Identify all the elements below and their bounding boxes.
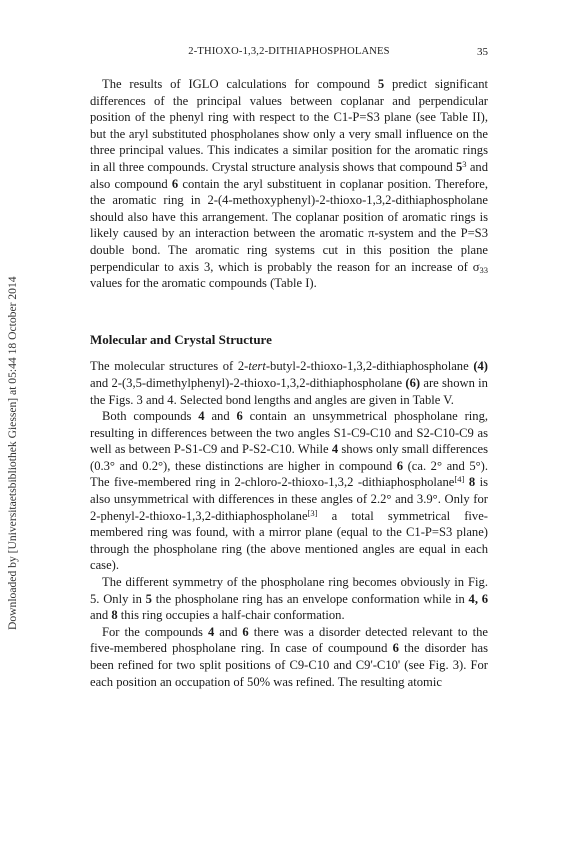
article-body bbox=[90, 76, 488, 690]
download-watermark: Downloaded by [Universitaetsbibliothek Giessen] at 05:44 18 October 2014 bbox=[6, 276, 19, 630]
paragraph-iglo-results: The results of IGLO calculations for compound 5 predict significant differences of the principal values between coplanar and perpendicular position of the phenyl ring with respect to the C1-P=S3 plane (see Table II), but the aryl substituted phospholanes show only a very small influence on the three principal values. This indicates a similar position for the aromatic rings in all three compounds. Crystal structure analysis shows that compound $5^3$ and also compound 6 contain the aryl substituent in coplanar position. Therefore, the aromatic ring in 2-(4-methoxyphenyl)-2-thioxo-1,3,2-dithiaphospholane should also have this arrangement. The coplanar position of aromatic rings is likely caused by an interaction between the aromatic π-system and the P=S3 double bond. The aromatic ring systems cut in this position the plane perpendicular to axis 3, which is probably the reason for an increase of $\sigma_{33}$ values for the aromatic compounds (Table I). bbox=[90, 77, 488, 291]
paragraph-disorder: For the compounds 4 and 6 there was a disorder detected relevant to the five-membered phospholane ring. In case of coumpound 6 the disorder has been refined for two split positions of C9-C10 and C9'-C10' (see Fig. 3). For each position an occupation of 50% was refined. The resulting atomic bbox=[90, 624, 489, 689]
paragraph-conformation: The different symmetry of the phospholane ring becomes obviously in Fig. 5. Only in 5 the phospholane ring has an envelope conformation while in 4, 6 and 8 this ring occupies a half-chair conformation. bbox=[90, 575, 489, 623]
section-heading: Molecular and Crystal Structure bbox=[90, 331, 272, 347]
citation-ref: [4] bbox=[454, 474, 465, 485]
running-header bbox=[90, 46, 488, 62]
page-number: 35 bbox=[477, 46, 488, 58]
paragraph-ring-symmetry: Both compounds 4 and 6 contain an unsymmetrical phospholane ring, resulting in differences between the two angles S1-C9-C10 and S2-C10-C9 as well as between P-S1-C9 and P-S2-C10. While 4 shows only small differences (0.3° and 0.2°), these distinctions are higher in compound 6 (ca. 2° and 5°). The five-membered ring in 2-chloro-2-thioxo-1,3,2 -dithiaphospholane[4] 8 is also unsymmetrical with differences in these angles of 2.2° and 3.9°. Only for 2-phenyl-2-thioxo-1,3,2-dithiaphospholane[3] a total symmetrical five-membered ring was found, with a mirror plane (equal to the C1-P=S3 plane) through the phospholane ring (the above mentioned angles are equal in each case). bbox=[90, 409, 489, 573]
citation-ref: 3 bbox=[462, 158, 467, 169]
running-title: 2-THIOXO-1,3,2-DITHIAPHOSPHOLANES bbox=[188, 46, 390, 57]
paragraph-molecular-structures: The molecular structures of 2-tert-butyl-2-thioxo-1,3,2-dithiaphospholane (4) and 2-(3,5-dimethylphenyl)-2-thioxo-1,3,2-dithiaphospholane (6) are shown in the Figs. 3 and 4. Selected bond lengths and angles are given in Table V. bbox=[90, 359, 488, 407]
citation-ref: [3] bbox=[307, 507, 318, 518]
